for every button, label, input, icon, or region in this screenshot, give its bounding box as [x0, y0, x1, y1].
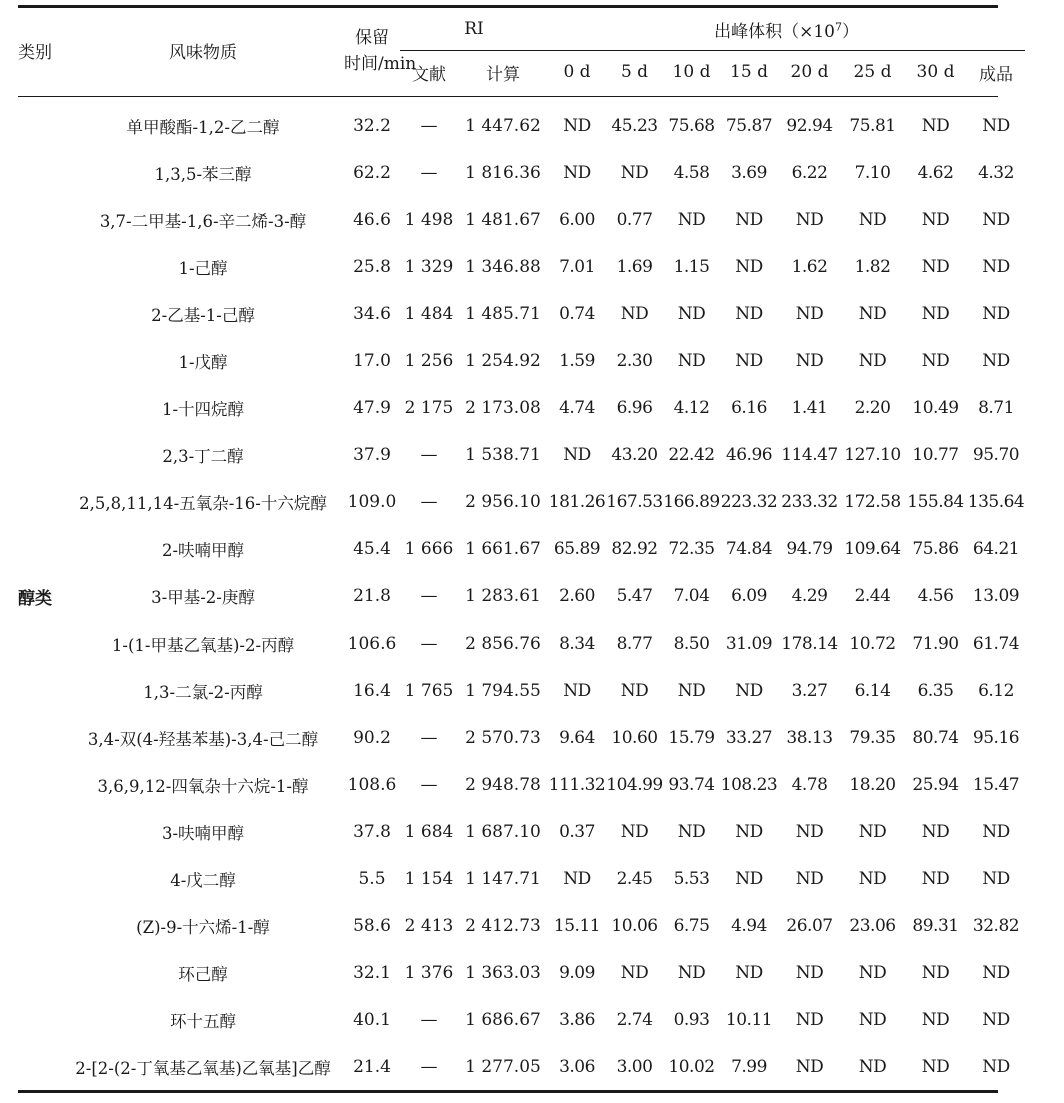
- peak-volume-cell: 181.26: [548, 492, 606, 513]
- peak-volume-cell: 75.86: [912, 539, 959, 560]
- ri-calculated-cell: 2 173.08: [465, 398, 541, 419]
- peak-volume-cell: ND: [858, 1010, 887, 1031]
- peak-volume-cell: ND: [921, 821, 950, 842]
- ri-calculated-cell: 1 816.36: [465, 162, 541, 183]
- peak-volume-cell: ND: [858, 209, 887, 230]
- header-retention-line2: 时间/min: [344, 53, 417, 74]
- ri-literature-cell: —: [420, 727, 438, 748]
- compound-name-cell: 环十五醇: [170, 1012, 236, 1032]
- peak-volume-cell: 2.30: [616, 351, 653, 372]
- retention-time-cell: 16.4: [353, 680, 391, 701]
- peak-volume-cell: 31.09: [725, 633, 773, 654]
- compound-name-cell: 单甲酸酯-1,2-乙二醇: [126, 117, 280, 137]
- table-row: [18, 290, 1025, 337]
- peak-volume-cell: 6.16: [731, 398, 767, 419]
- table-row: [18, 243, 1025, 290]
- ri-calculated-cell: 1 447.62: [465, 115, 541, 136]
- peak-volume-cell: 109.64: [844, 539, 901, 560]
- compound-name-cell: 1-(1-甲基乙氧基)-2-丙醇: [111, 635, 295, 655]
- table-row: [18, 808, 1025, 855]
- ri-literature-cell: —: [420, 633, 438, 654]
- compound-name-cell: 1,3-二氯-2-丙醇: [143, 682, 263, 702]
- table-header-rule: [18, 96, 998, 97]
- peak-volume-cell: 4.29: [791, 586, 828, 607]
- peak-volume-cell: 74.84: [725, 539, 773, 560]
- retention-time-cell: 21.4: [353, 1057, 391, 1078]
- peak-volume-cell: ND: [858, 1057, 887, 1078]
- table-row: [18, 714, 1025, 761]
- header-day: 15 d: [730, 62, 768, 82]
- ri-literature-cell: —: [420, 445, 438, 466]
- peak-volume-cell: 2.20: [854, 398, 891, 419]
- peak-volume-cell: ND: [677, 209, 706, 230]
- peak-volume-cell: ND: [563, 162, 591, 183]
- peak-volume-cell: 2.74: [616, 1010, 653, 1031]
- peak-volume-cell: 10.11: [725, 1010, 773, 1031]
- peak-volume-cell: 10.60: [611, 727, 658, 748]
- header-ri: RI: [400, 8, 548, 51]
- ri-literature-cell: —: [420, 162, 438, 183]
- peak-volume-cell: 108.23: [720, 774, 778, 795]
- peak-volume-cell: ND: [858, 869, 887, 890]
- peak-volume-cell: 7.10: [854, 162, 891, 183]
- retention-time-cell: 40.1: [353, 1010, 391, 1031]
- ri-calculated-cell: 1 363.03: [465, 963, 541, 984]
- ri-calculated-cell: 2 956.10: [465, 492, 541, 513]
- peak-volume-cell: ND: [921, 1010, 950, 1031]
- ri-literature-cell: 1 376: [404, 963, 454, 984]
- peak-volume-cell: ND: [982, 256, 1010, 277]
- ri-literature-cell: 1 329: [404, 256, 454, 277]
- retention-time-cell: 25.8: [353, 256, 391, 277]
- peak-volume-cell: ND: [982, 351, 1010, 372]
- compound-name-cell: 环己醇: [178, 965, 228, 985]
- peak-volume-cell: ND: [620, 303, 649, 324]
- compound-name-cell: 3,6,9,12-四氧杂十六烷-1-醇: [97, 776, 309, 796]
- peak-volume-cell: 4.94: [731, 916, 767, 937]
- peak-volume-cell: 1.69: [616, 256, 653, 277]
- ri-calculated-cell: 1 794.55: [465, 680, 541, 701]
- peak-volume-cell: 9.09: [559, 963, 595, 984]
- peak-volume-cell: ND: [735, 869, 763, 890]
- retention-time-cell: 32.2: [353, 115, 391, 136]
- peak-volume-cell: ND: [982, 303, 1010, 324]
- peak-volume-cell: 10.72: [849, 633, 896, 654]
- peak-volume-cell: 10.49: [912, 398, 959, 419]
- ri-calculated-cell: 2 570.73: [465, 727, 541, 748]
- peak-volume-cell: 6.22: [791, 162, 828, 183]
- peak-volume-cell: 92.94: [786, 115, 833, 136]
- peak-volume-cell: ND: [735, 680, 763, 701]
- peak-volume-cell: 64.21: [972, 539, 1020, 560]
- peak-volume-cell: ND: [921, 963, 950, 984]
- compound-name-cell: 4-戊二醇: [170, 871, 236, 891]
- peak-volume-cell: 10.06: [611, 916, 658, 937]
- peak-volume-cell: 167.53: [606, 492, 663, 513]
- peak-volume-cell: 0.37: [559, 821, 595, 842]
- header-peak-volume-exponent: 7: [834, 19, 842, 33]
- ri-literature-cell: 2 413: [404, 916, 454, 937]
- peak-volume-cell: ND: [982, 869, 1010, 890]
- peak-volume-cell: 75.81: [849, 115, 896, 136]
- peak-volume-cell: ND: [795, 869, 824, 890]
- peak-volume-cell: 6.35: [917, 680, 954, 701]
- header-compound: 风味物质: [169, 43, 237, 63]
- header-category: 类别: [18, 43, 52, 63]
- peak-volume-cell: ND: [921, 869, 950, 890]
- table-body: [18, 102, 1025, 1091]
- peak-volume-cell: 13.09: [972, 586, 1020, 607]
- compound-name-cell: 2,3-丁二醇: [162, 447, 244, 467]
- table-row: [18, 526, 1025, 573]
- ri-literature-cell: 1 154: [404, 869, 454, 890]
- peak-volume-cell: 1.15: [673, 256, 710, 277]
- ri-calculated-cell: 1 687.10: [465, 821, 541, 842]
- peak-volume-cell: ND: [795, 821, 824, 842]
- header-peak-volume-close: ）: [841, 21, 859, 42]
- peak-volume-cell: 33.27: [725, 727, 773, 748]
- peak-volume-cell: 7.01: [559, 256, 595, 277]
- peak-volume-cell: 26.07: [786, 916, 833, 937]
- peak-volume-cell: 46.96: [725, 445, 773, 466]
- peak-volume-cell: 155.84: [907, 492, 964, 513]
- peak-volume-cell: ND: [795, 303, 824, 324]
- peak-volume-cell: ND: [795, 1010, 824, 1031]
- peak-volume-cell: ND: [921, 1057, 950, 1078]
- peak-volume-cell: 8.50: [673, 633, 710, 654]
- table-row: [18, 667, 1025, 714]
- ri-calculated-cell: 1 147.71: [465, 869, 541, 890]
- peak-volume-cell: ND: [921, 303, 950, 324]
- retention-time-cell: 108.6: [347, 774, 397, 795]
- peak-volume-cell: ND: [735, 256, 763, 277]
- header-retention-time: [344, 8, 417, 93]
- peak-volume-cell: 114.47: [781, 445, 838, 466]
- peak-volume-cell: 8.77: [616, 633, 653, 654]
- header-ri-calculated: 计算: [486, 64, 520, 85]
- category-cell: 醇类: [18, 588, 52, 609]
- header-day: 20 d: [790, 62, 829, 82]
- ri-literature-cell: 1 765: [404, 680, 454, 701]
- ri-calculated-cell: 2 412.73: [465, 916, 541, 937]
- peak-volume-cell: 8.34: [559, 633, 595, 654]
- peak-volume-cell: ND: [858, 303, 887, 324]
- ri-literature-cell: —: [420, 115, 438, 136]
- peak-volume-cell: ND: [921, 256, 950, 277]
- table-row: [18, 102, 1025, 149]
- peak-volume-cell: 3.27: [791, 680, 828, 701]
- peak-volume-cell: 22.42: [668, 445, 715, 466]
- ri-calculated-cell: 1 277.05: [465, 1057, 541, 1078]
- peak-volume-cell: ND: [735, 303, 763, 324]
- peak-volume-cell: ND: [677, 821, 706, 842]
- retention-time-cell: 106.6: [347, 633, 397, 654]
- ri-calculated-cell: 1 485.71: [465, 303, 541, 324]
- peak-volume-cell: ND: [982, 1010, 1010, 1031]
- table-row: [18, 337, 1025, 384]
- retention-time-cell: 5.5: [358, 869, 386, 890]
- header-ri-literature: 文献: [412, 64, 446, 85]
- peak-volume-cell: 10.77: [912, 445, 959, 466]
- table-row: [18, 620, 1025, 667]
- peak-volume-cell: 71.90: [912, 633, 959, 654]
- compound-name-cell: (Z)-9-十六烯-1-醇: [136, 918, 270, 938]
- ri-calculated-cell: 2 948.78: [465, 774, 541, 795]
- header-day: 成品: [979, 64, 1014, 85]
- retention-time-cell: 34.6: [353, 303, 391, 324]
- peak-volume-cell: 233.32: [781, 492, 838, 513]
- peak-volume-cell: 2.44: [854, 586, 891, 607]
- peak-volume-cell: ND: [563, 115, 591, 136]
- compound-name-cell: 3,7-二甲基-1,6-辛二烯-3-醇: [99, 211, 307, 231]
- peak-volume-cell: ND: [921, 115, 950, 136]
- peak-volume-cell: 4.32: [978, 162, 1014, 183]
- peak-volume-cell: 0.77: [616, 209, 653, 230]
- peak-volume-cell: 4.12: [673, 398, 710, 419]
- peak-volume-cell: 111.32: [548, 774, 606, 795]
- peak-volume-cell: 89.31: [912, 916, 959, 937]
- peak-volume-cell: ND: [982, 821, 1010, 842]
- ri-literature-cell: —: [420, 774, 438, 795]
- peak-volume-cell: 3.06: [559, 1057, 595, 1078]
- table-row: [18, 1044, 1025, 1091]
- compound-name-cell: 2-乙基-1-己醇: [151, 305, 255, 325]
- retention-time-cell: 37.9: [353, 445, 391, 466]
- peak-volume-cell: 95.70: [972, 445, 1020, 466]
- peak-volume-cell: 38.13: [786, 727, 833, 748]
- ri-calculated-cell: 1 283.61: [465, 586, 541, 607]
- ri-literature-cell: —: [420, 1010, 438, 1031]
- table-row: [18, 432, 1025, 479]
- table-row: [18, 479, 1025, 526]
- peak-volume-cell: 7.04: [673, 586, 710, 607]
- peak-volume-cell: ND: [735, 351, 763, 372]
- peak-volume-cell: 72.35: [668, 539, 715, 560]
- compound-name-cell: 3-甲基-2-庚醇: [151, 588, 255, 608]
- peak-volume-cell: ND: [620, 963, 649, 984]
- table-row: [18, 196, 1025, 243]
- peak-volume-cell: ND: [795, 351, 824, 372]
- peak-volume-cell: 4.62: [917, 162, 954, 183]
- peak-volume-cell: 0.93: [673, 1010, 710, 1031]
- retention-time-cell: 47.9: [353, 398, 391, 419]
- peak-volume-cell: ND: [858, 351, 887, 372]
- peak-volume-cell: ND: [677, 963, 706, 984]
- peak-volume-cell: 80.74: [912, 727, 959, 748]
- ri-calculated-cell: 1 481.67: [465, 209, 541, 230]
- peak-volume-cell: 79.35: [849, 727, 896, 748]
- ri-literature-cell: 1 498: [404, 209, 454, 230]
- peak-volume-cell: 1.62: [791, 256, 828, 277]
- ri-literature-cell: —: [420, 586, 438, 607]
- compound-name-cell: 2-[2-(2-丁氧基乙氧基)乙氧基]乙醇: [75, 1059, 331, 1079]
- retention-time-cell: 17.0: [353, 351, 391, 372]
- peak-volume-cell: 104.99: [606, 774, 663, 795]
- header-day: 30 d: [916, 62, 955, 82]
- header-day: 0 d: [563, 62, 591, 82]
- table-bottom-rule: [18, 1090, 998, 1093]
- ri-literature-cell: —: [420, 492, 438, 513]
- peak-volume-cell: 15.79: [668, 727, 715, 748]
- peak-volume-cell: 8.71: [978, 398, 1014, 419]
- peak-volume-cell: 65.89: [553, 539, 601, 560]
- peak-volume-cell: 18.20: [849, 774, 896, 795]
- header-peak-volume-text: 出峰体积（×10: [714, 21, 835, 42]
- peak-volume-cell: 1.82: [854, 256, 891, 277]
- header-peak-volume: [548, 8, 1025, 51]
- ri-calculated-cell: 2 856.76: [465, 633, 541, 654]
- peak-volume-cell: ND: [677, 680, 706, 701]
- retention-time-cell: 62.2: [353, 162, 391, 183]
- peak-volume-cell: 23.06: [849, 916, 896, 937]
- peak-volume-cell: ND: [921, 351, 950, 372]
- peak-volume-cell: 1.59: [559, 351, 595, 372]
- ri-literature-cell: 1 484: [404, 303, 454, 324]
- peak-volume-cell: 75.87: [725, 115, 773, 136]
- peak-volume-cell: ND: [858, 821, 887, 842]
- peak-volume-cell: 32.82: [972, 916, 1020, 937]
- peak-volume-cell: 82.92: [611, 539, 658, 560]
- peak-volume-cell: 45.23: [611, 115, 658, 136]
- ri-calculated-cell: 1 686.67: [465, 1010, 541, 1031]
- peak-volume-cell: 223.32: [720, 492, 778, 513]
- peak-volume-cell: 6.75: [673, 916, 710, 937]
- peak-volume-cell: ND: [921, 209, 950, 230]
- peak-volume-cell: 2.60: [559, 586, 595, 607]
- peak-volume-cell: ND: [677, 303, 706, 324]
- header-day: 5 d: [620, 62, 649, 82]
- table-header: [18, 8, 1025, 93]
- peak-volume-cell: 4.56: [917, 586, 954, 607]
- peak-volume-cell: 6.12: [978, 680, 1014, 701]
- peak-volume-cell: ND: [982, 115, 1010, 136]
- table-row: [18, 997, 1025, 1044]
- peak-volume-cell: ND: [858, 963, 887, 984]
- peak-volume-cell: 4.78: [791, 774, 828, 795]
- table-row: [18, 903, 1025, 950]
- header-day: 25 d: [853, 62, 892, 82]
- compound-name-cell: 1,3,5-苯三醇: [154, 164, 252, 184]
- peak-volume-cell: 5.47: [616, 586, 653, 607]
- peak-volume-cell: 25.94: [912, 774, 959, 795]
- retention-time-cell: 58.6: [353, 916, 391, 937]
- peak-volume-cell: ND: [620, 680, 649, 701]
- peak-volume-cell: 0.74: [559, 303, 595, 324]
- peak-volume-cell: 7.99: [731, 1057, 767, 1078]
- retention-time-cell: 21.8: [353, 586, 391, 607]
- peak-volume-cell: 15.11: [553, 916, 601, 937]
- ri-literature-cell: 1 666: [404, 539, 454, 560]
- ri-literature-cell: 2 175: [404, 398, 454, 419]
- peak-volume-cell: 4.58: [673, 162, 710, 183]
- compound-name-cell: 1-十四烷醇: [161, 400, 245, 420]
- retention-time-cell: 109.0: [347, 492, 397, 513]
- table-row: [18, 761, 1025, 808]
- table-row: [18, 385, 1025, 432]
- compound-name-cell: 1-己醇: [178, 258, 228, 278]
- retention-time-cell: 45.4: [353, 539, 391, 560]
- peak-volume-cell: ND: [982, 1057, 1010, 1078]
- compound-name-cell: 1-戊醇: [178, 353, 228, 373]
- peak-volume-cell: ND: [563, 680, 591, 701]
- peak-volume-cell: 43.20: [611, 445, 658, 466]
- peak-volume-cell: 6.00: [559, 209, 595, 230]
- peak-volume-cell: ND: [735, 963, 763, 984]
- ri-calculated-cell: 1 346.88: [465, 256, 541, 277]
- peak-volume-cell: ND: [982, 963, 1010, 984]
- peak-volume-cell: 1.41: [791, 398, 828, 419]
- retention-time-cell: 90.2: [353, 727, 391, 748]
- peak-volume-cell: ND: [735, 209, 763, 230]
- ri-calculated-cell: 1 254.92: [465, 351, 541, 372]
- table-row: [18, 149, 1025, 196]
- peak-volume-cell: ND: [563, 445, 591, 466]
- compound-name-cell: 3,4-双(4-羟基苯基)-3,4-己二醇: [87, 729, 319, 749]
- ri-calculated-cell: 1 661.67: [465, 539, 541, 560]
- peak-volume-cell: 2.45: [616, 869, 653, 890]
- peak-volume-cell: 135.64: [967, 492, 1025, 513]
- header-day: 10 d: [672, 62, 711, 82]
- peak-volume-cell: 4.74: [559, 398, 595, 419]
- peak-volume-cell: 15.47: [972, 774, 1020, 795]
- peak-volume-cell: ND: [795, 209, 824, 230]
- peak-volume-cell: 6.09: [731, 586, 767, 607]
- ri-literature-cell: 1 256: [404, 351, 454, 372]
- peak-volume-cell: 6.14: [854, 680, 891, 701]
- compound-name-cell: 2,5,8,11,14-五氧杂-16-十六烷醇: [79, 494, 327, 514]
- peak-volume-cell: ND: [735, 821, 763, 842]
- retention-time-cell: 46.6: [353, 209, 391, 230]
- peak-volume-cell: 9.64: [559, 727, 595, 748]
- peak-volume-cell: 75.68: [668, 115, 715, 136]
- peak-volume-cell: 5.53: [673, 869, 710, 890]
- peak-volume-cell: ND: [677, 351, 706, 372]
- table-row: [18, 856, 1025, 903]
- peak-volume-cell: 94.79: [786, 539, 833, 560]
- compound-name-cell: 2-呋喃甲醇: [161, 541, 245, 561]
- peak-volume-cell: 6.96: [616, 398, 653, 419]
- peak-volume-cell: 3.69: [731, 162, 767, 183]
- retention-time-cell: 37.8: [353, 821, 391, 842]
- peak-volume-cell: 127.10: [844, 445, 901, 466]
- peak-volume-cell: 93.74: [668, 774, 715, 795]
- peak-volume-cell: ND: [620, 821, 649, 842]
- ri-literature-cell: 1 684: [404, 821, 454, 842]
- peak-volume-cell: ND: [982, 209, 1010, 230]
- table-row: [18, 573, 1025, 620]
- header-retention-line1: 保留: [355, 27, 389, 48]
- peak-volume-cell: 178.14: [781, 633, 838, 654]
- peak-volume-cell: 3.86: [559, 1010, 595, 1031]
- peak-volume-cell: 172.58: [844, 492, 901, 513]
- peak-volume-cell: 10.02: [668, 1057, 715, 1078]
- peak-volume-cell: 3.00: [616, 1057, 653, 1078]
- table-row: [18, 950, 1025, 997]
- ri-calculated-cell: 1 538.71: [465, 445, 541, 466]
- peak-volume-cell: 166.89: [663, 492, 720, 513]
- peak-volume-cell: 95.16: [972, 727, 1020, 748]
- retention-time-cell: 32.1: [353, 963, 391, 984]
- compound-name-cell: 3-呋喃甲醇: [161, 823, 245, 843]
- peak-volume-cell: ND: [620, 162, 649, 183]
- ri-literature-cell: —: [420, 1057, 438, 1078]
- peak-volume-cell: 61.74: [972, 633, 1020, 654]
- peak-volume-cell: ND: [795, 963, 824, 984]
- peak-volume-cell: ND: [795, 1057, 824, 1078]
- peak-volume-cell: ND: [563, 869, 591, 890]
